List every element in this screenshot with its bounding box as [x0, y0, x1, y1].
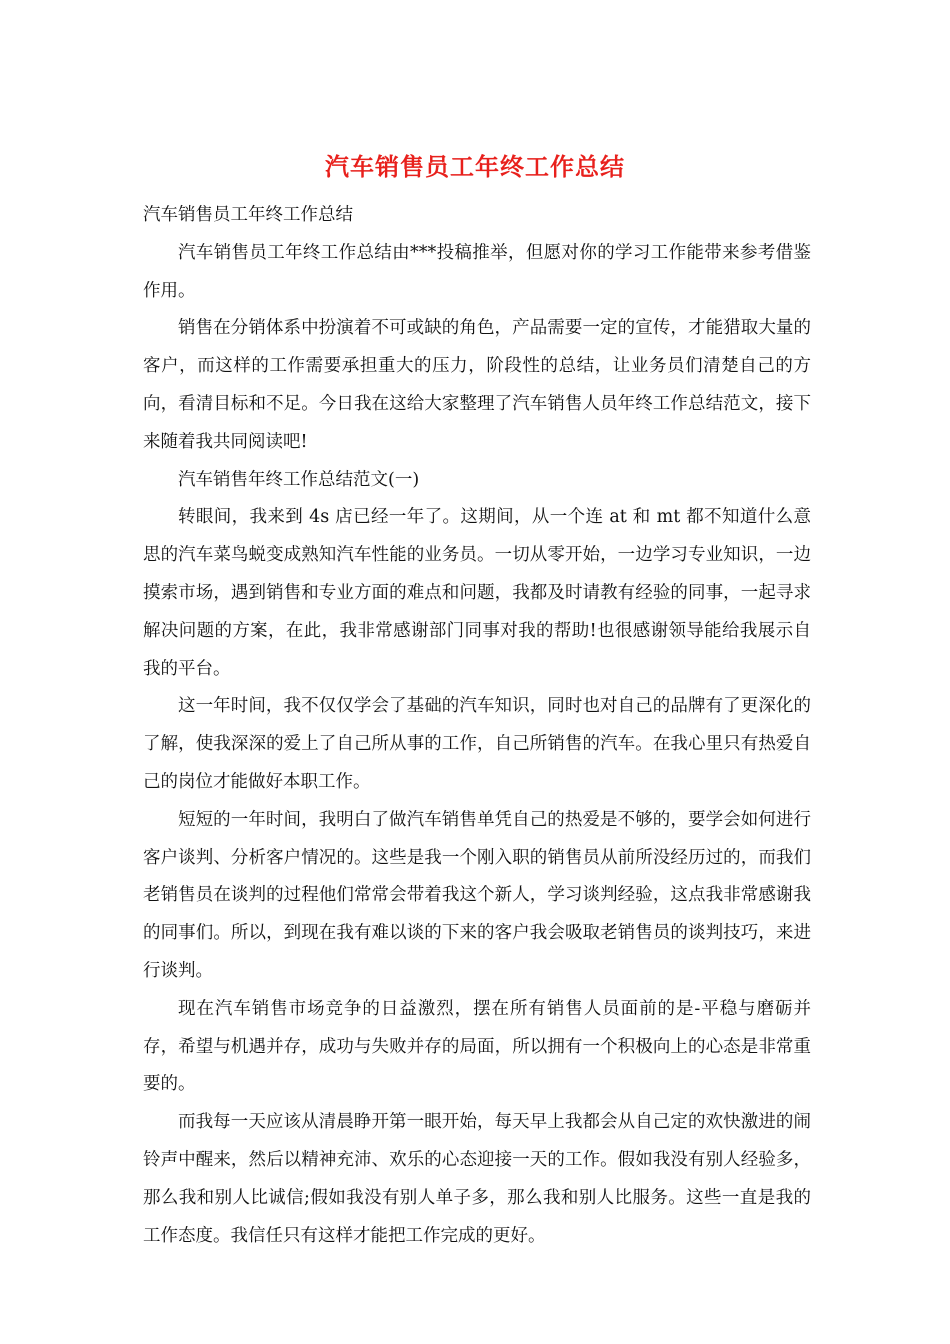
body-paragraph: 汽车销售员工年终工作总结由***投稿推举，但愿对你的学习工作能带来参考借鉴作用。 — [143, 242, 811, 301]
document-title: 汽车销售员工年终工作总结 — [325, 152, 625, 181]
body-paragraph: 而我每一天应该从清晨睁开第一眼开始，每天早上我都会从自己定的欢快激进的闹铃声中醒来，然后以精神充沛、欢乐的心态迎接一天的工作。假如我没有别人经验多，那么我和别人比诚信;假如我没有别人单子多，那么我和别人比服务。这些一直是我的工作态度。我信任只有这样才能把工作完成的更好。 — [143, 1112, 811, 1246]
body-paragraph: 销售在分销体系中扮演着不可或缺的角色，产品需要一定的宣传，才能猎取大量的客户，而这样的工作需要承担重大的压力，阶段性的总结，让业务员们清楚自己的方向，看清目标和不足。今日我在这给大家整理了汽车销售人员年终工作总结范文，接下来随着我共同阅读吧! — [143, 318, 811, 452]
body-paragraph: 现在汽车销售市场竞争的日益激烈，摆在所有销售人员面前的是-平稳与磨砺并存，希望与机遇并存，成功与失败并存的局面，所以拥有一个积极向上的心态是非常重要的。 — [143, 998, 811, 1095]
document-body — [143, 197, 811, 1255]
subtitle-paragraph: 汽车销售员工年终工作总结 — [143, 205, 353, 225]
body-paragraph: 短短的一年时间，我明白了做汽车销售单凭自己的热爱是不够的，要学会如何进行客户谈判、分析客户情况的。这些是我一个刚入职的销售员从前所没经历过的，而我们老销售员在谈判的过程他们常常会带着我这个新人，学习谈判经验，这点我非常感谢我的同事们。所以，到现在我有难以谈的下来的客户我会吸取老销售员的谈判技巧，来进行谈判。 — [143, 809, 811, 981]
section-heading: 汽车销售年终工作总结范文(一) — [178, 469, 420, 490]
body-paragraph: 转眼间，我来到 4s 店已经一年了。这期间，从一个连 at 和 mt 都不知道什么意思的汽车菜鸟蜕变成熟知汽车性能的业务员。一切从零开始，一边学习专业知识，一边摸索市场，遇到销售和专业方面的难点和问题，我都及时请教有经验的同事，一起寻求解决问题的方案，在此，我非常感谢部门同事对我的帮助!也很感谢领导能给我展示自我的平台。 — [143, 507, 811, 679]
body-paragraph: 这一年时间，我不仅仅学会了基础的汽车知识，同时也对自己的品牌有了更深化的了解，使我深深的爱上了自己所从事的工作，自己所销售的汽车。在我心里只有热爱自己的岗位才能做好本职工作。 — [143, 696, 811, 792]
